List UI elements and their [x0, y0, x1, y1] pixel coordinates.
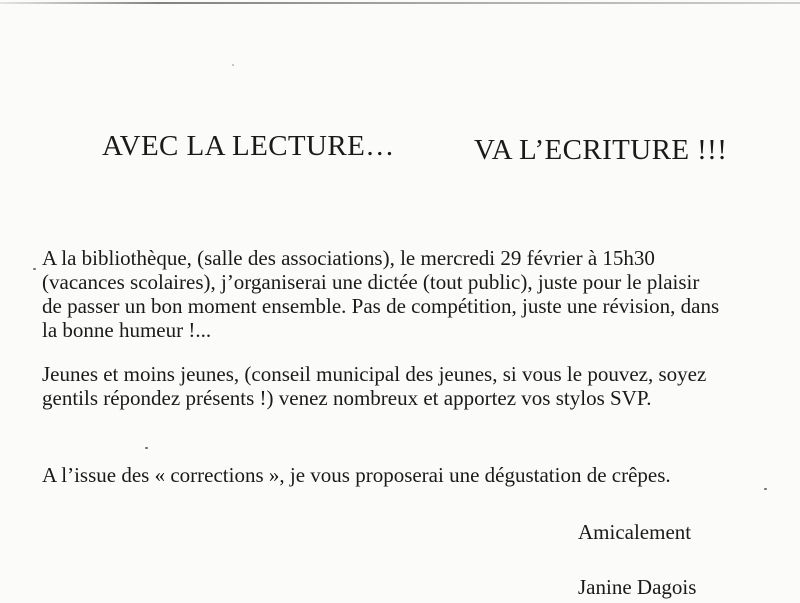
paragraph-line: de passer un bon moment ensemble. Pas de compétition, juste une révision, dans [42, 294, 720, 318]
closing-greeting: Amicalement [578, 520, 692, 544]
paragraph-line: (vacances scolaires), j’organiserai une dictée (tout public), juste pour le plaisir [42, 270, 700, 294]
paragraph-crepes [42, 463, 794, 487]
scan-speck [145, 447, 148, 449]
paragraph-line: A la bibliothèque, (salle des associations), le mercredi 29 février à 15h30 [42, 246, 655, 270]
title-right: VA L’ECRITURE !!! [474, 134, 728, 166]
scan-top-edge [0, 2, 800, 4]
signature: Janine Dagois [578, 575, 697, 599]
paragraph-line: la bonne humeur !... [42, 318, 212, 342]
title-left: AVEC LA LECTURE… [102, 130, 395, 162]
paragraph-invitation [42, 246, 794, 342]
paragraph-line: A l’issue des « corrections », je vous proposerai une dégustation de crêpes. [42, 463, 671, 487]
paragraph-line: Jeunes et moins jeunes, (conseil municipal des jeunes, si vous le pouvez, soyez [42, 362, 707, 386]
scan-speck [232, 64, 234, 66]
scan-speck [764, 488, 767, 490]
scan-speck [33, 268, 36, 270]
paragraph-line: gentils répondez présents !) venez nombreux et apportez vos stylos SVP. [42, 386, 652, 410]
paragraph-audience [42, 362, 794, 410]
